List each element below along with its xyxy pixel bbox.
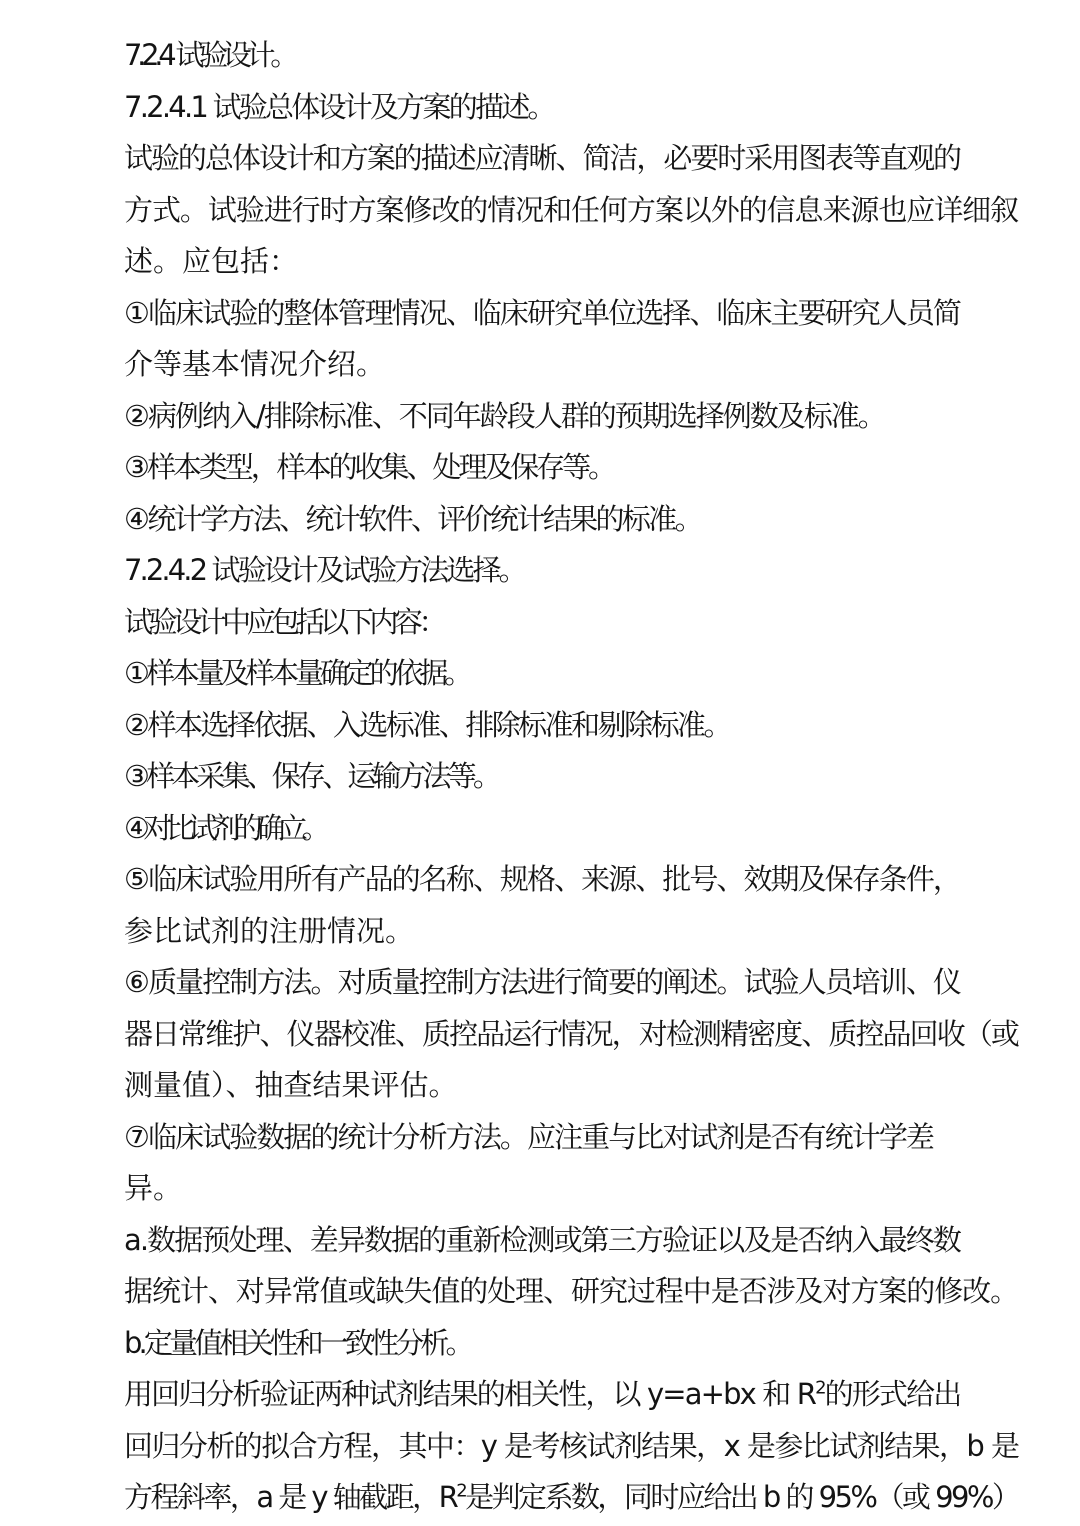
text-line: 介等基本情况介绍。 — [124, 347, 386, 381]
text-line: ⑤临床试验用所有产品的名称、规格、来源、批号、效期及保存条件， — [124, 862, 960, 896]
paragraph-item-4a — [66, 494, 1018, 546]
paragraph-h-7-2-4-1 — [66, 82, 1018, 134]
text-line: ⑥质量控制方法。对质量控制方法进行简要的阐述。试验人员培训、仪 — [124, 965, 960, 999]
text-line: ④统计学方法、统计软件、评价统计结果的标准。 — [124, 501, 701, 536]
paragraph-item-3b — [66, 751, 1018, 803]
text-line: 据统计、对异常值或缺失值的处理、研究过程中是否涉及对方案的修改。 — [124, 1274, 1019, 1308]
text-line: ②病例纳入/排除标准、不同年龄段人群的预期选择例数及标准。 — [124, 398, 885, 433]
paragraph-item-a — [66, 1215, 1018, 1318]
text-line: ①样本量及样本量确定的依据。 — [124, 656, 469, 690]
text-line: 7.2.4 试验设计。 — [124, 38, 295, 72]
text-line: 用回归分析验证两种试剂结果的相关性，以 y=a+bx 和 $R^2$的形式给出 — [124, 1377, 961, 1411]
paragraph-item-7b — [66, 1112, 1018, 1215]
text-line: 回归分析的拟合方程，其中：y 是考核试剂结果，x 是参比试剂结果，b 是 — [124, 1428, 1019, 1463]
paragraph-h-7-2-4-2 — [66, 545, 1018, 597]
text-line: a.数据预处理、差异数据的重新检测或第三方验证以及是否纳入最终数 — [124, 1222, 960, 1257]
document-body — [66, 30, 1018, 1369]
paragraph-item-b — [66, 1318, 1018, 1370]
text-line: 7.2.4.1 试验总体设计及方案的描述。 — [124, 89, 554, 124]
text-line: 试验设计中应包括以下内容： — [124, 604, 444, 639]
paragraph-p-design — [66, 597, 1018, 649]
text-line: ⑦临床试验数据的统计分析方法。应注重与比对试剂是否有统计学差 — [124, 1119, 933, 1154]
paragraph-item-4b — [66, 803, 1018, 855]
text-line: 器日常维护、仪器校准、质控品运行情况，对检测精密度、质控品回收（或 — [124, 1016, 1019, 1051]
text-line: 方式。试验进行时方案修改的情况和任何方案以外的信息来源也应详细叙 — [124, 192, 1019, 227]
paragraph-p-intro — [66, 133, 1018, 288]
text-line: 述。应包括： — [124, 244, 299, 278]
text-line: b.定量值相关性和一致性分析。 — [124, 1325, 471, 1360]
text-line: 参比试剂的注册情况。 — [124, 913, 415, 948]
text-line: 方程斜率，a 是 y 轴截距，$R^2$是判定系数，同时应给出 b 的 95%（或 99%） — [124, 1480, 1019, 1514]
paragraph-item-1a — [66, 288, 1018, 391]
text-line: ③样本采集、保存、运输方法等。 — [124, 759, 498, 793]
paragraph-regression — [66, 1369, 1018, 1524]
paragraph-item-1b — [66, 648, 1018, 700]
text-line: 试验的总体设计和方案的描述应清晰、简洁，必要时采用图表等直观的 — [124, 141, 961, 175]
paragraph-item-2b — [66, 700, 1018, 752]
text-line: ②样本选择依据、入选标准、排除标准和剔除标准。 — [124, 707, 730, 742]
paragraph-item-6b — [66, 957, 1018, 1112]
text-line: 7.2.4.2 试验设计及试验方法选择。 — [124, 553, 525, 587]
text-line: ④对比试剂的确立。 — [124, 810, 324, 845]
paragraph-item-2a — [66, 391, 1018, 443]
text-line: 异。 — [124, 1171, 183, 1205]
text-line: 测量值）、抽查结果评估。 — [124, 1068, 458, 1102]
paragraph-item-3a — [66, 442, 1018, 494]
paragraph-h-7-2-4 — [66, 30, 1018, 82]
paragraph-item-5b — [66, 854, 1018, 957]
text-line: ①临床试验的整体管理情况、临床研究单位选择、临床主要研究人员简 — [124, 295, 960, 330]
text-line: ③样本类型，样本的收集、处理及保存等。 — [124, 450, 614, 484]
